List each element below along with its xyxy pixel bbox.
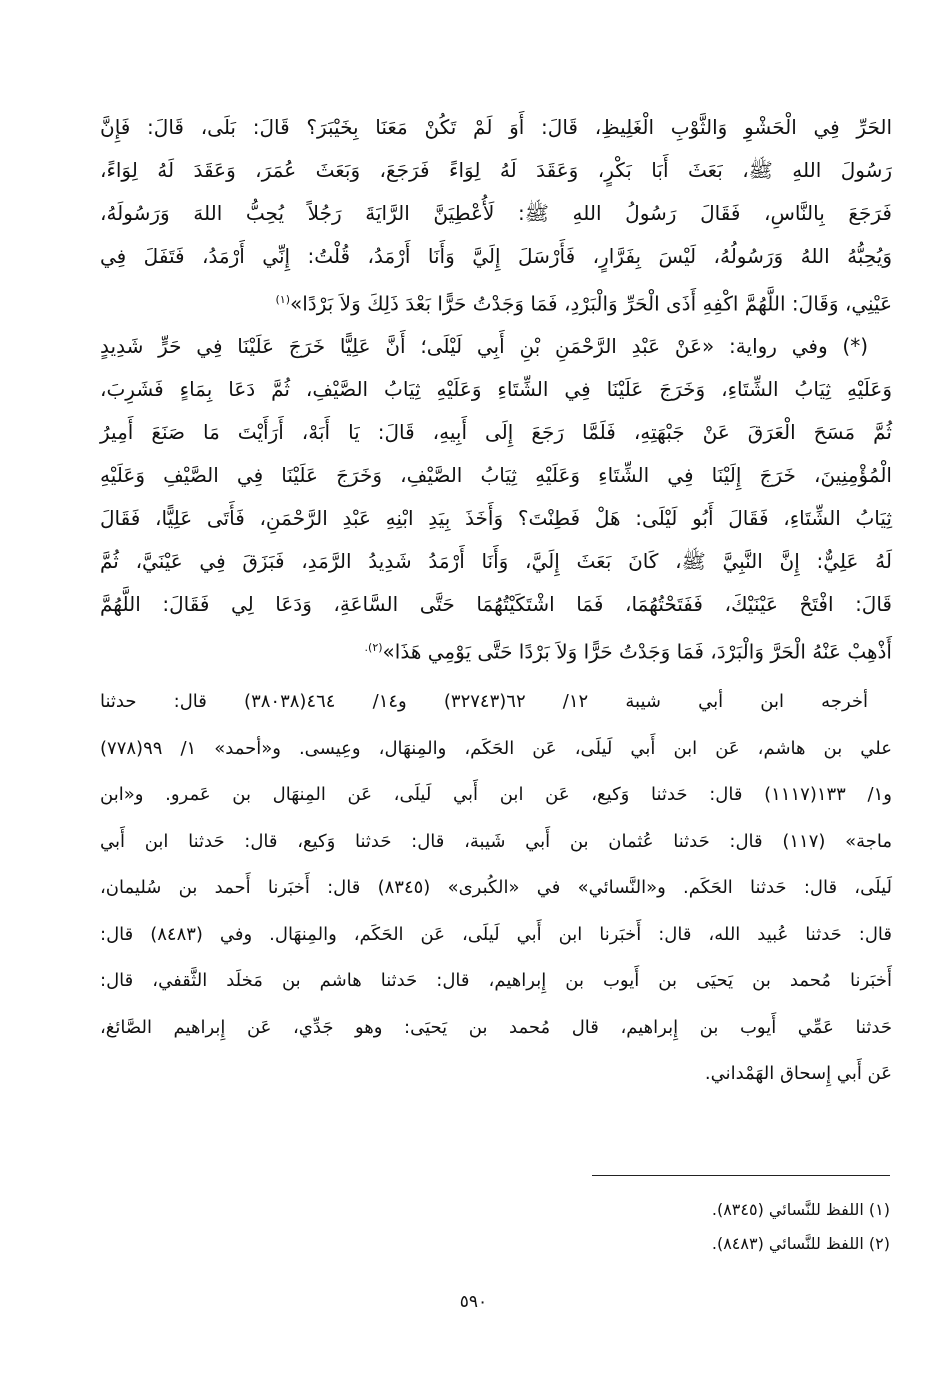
text-line bbox=[100, 411, 892, 454]
line-text: عَيْنِي، وَقَالَ: اللَّهُمَّ اكْفِهِ أَذَى الْحَرِّ وَالْبَرْدِ، فَمَا وَجَدْتُ حَرًّا بَعْدَ ذَلِكَ وَلاَ بَرْدًا» bbox=[290, 291, 892, 316]
footnote-reference: (١) bbox=[275, 293, 291, 306]
text-line bbox=[100, 819, 892, 866]
page-body bbox=[100, 106, 892, 1098]
footnote-divider bbox=[592, 1175, 890, 1176]
text-line bbox=[100, 679, 892, 726]
footnotes bbox=[712, 1193, 890, 1261]
text-line bbox=[100, 149, 892, 192]
footnote-1: (١) اللفظ للنَّسائي (٨٣٤٥). bbox=[711, 1200, 890, 1219]
text-line bbox=[100, 726, 892, 773]
line-text: عَن أَبي إِسحاق الهَمْداني. bbox=[704, 1063, 892, 1084]
narration-paragraph bbox=[100, 325, 892, 669]
line-text: رَسُولَ اللهِ ﷺ، بَعَثَ أَبَا بَكْرٍ، وَعَقَدَ لَهُ لِوَاءً فَرَجَعَ، وَبَعَثَ عُمَرَ، وَعَقَدَ لَهُ لِوَاءً، bbox=[100, 158, 892, 182]
line-text: الحَرِّ فِي الْحَشْوِ وَالثَّوْبِ الْغَلِيظِ، قَالَ: أَوَ لَمْ تَكُنْ مَعَنَا بِخَيْبَرَ؟ قَالَ: بَلَى، قَالَ: فَإِنَّ bbox=[100, 115, 892, 139]
line-text: وَعَلَيْهِ ثِيَابُ الشِّتَاءِ، وَخَرَجَ عَلَيْنَا فِي الشِّتَاءِ وَعَلَيْهِ ثِيَابُ الصَّيْفِ، ثُمَّ دَعَا بِمَاءٍ فَشَرِبَ، bbox=[100, 377, 892, 401]
text-line bbox=[100, 368, 892, 411]
text-line bbox=[100, 235, 892, 278]
line-text: حَدثنا عَمِّي أَيوب بن إِبراهيم، قال مُحمد بن يَحيَى: وهو جَدِّي، عَن إِبراهيم الصَّائغ، bbox=[100, 1016, 892, 1038]
line-text: و١/ ١٣٣(١١١٧) قال: حَدثنا وَكيع، عَن ابن أَبي لَيلَى، عَن المِنهَال بن عَمرو. و«ابن bbox=[100, 784, 892, 805]
line-text: أَخبَرنا مُحمد بن يَحيَى بن أَيوب بن إِبراهيم، قال: حَدثنا هاشم بن مَخلَد الثَّقفي، قال: bbox=[100, 970, 892, 991]
text-line bbox=[100, 958, 892, 1005]
text-line bbox=[100, 278, 892, 321]
text-line bbox=[100, 772, 892, 819]
text-line bbox=[100, 325, 892, 368]
line-text: قَالَ: افْتَحْ عَيْنَيْكَ، فَفَتَحْتُهُمَا، فَمَا اشْتَكَيْتُهُمَا حَتَّى السَّاعَةِ، وَدَعَا لِي فَقَالَ: اللَّهُمَّ bbox=[100, 592, 892, 616]
line-text: ثُمَّ مَسَحَ الْعَرَقَ عَنْ جَبْهَتِهِ، فَلَمَّا رَجَعَ إِلَى أَبِيهِ، قَالَ: يَا أَبَهْ، أَرَأَيْتَ مَا صَنَعَ أَمِيرُ bbox=[100, 420, 892, 444]
text-line bbox=[100, 865, 892, 912]
text-line bbox=[100, 1051, 892, 1098]
line-text: وَيُحِبُّهُ اللهُ وَرَسُولُهُ، لَيْسَ بِفَرَّارٍ، فَأَرْسَلَ إِلَيَّ وَأَنَا أَرْمَدُ، قُلْتُ: إِنِّي أَرْمَدُ، فَتَفَلَ فِي bbox=[100, 244, 892, 268]
citation-paragraph bbox=[100, 679, 892, 1098]
line-text: لَيلَى، قال: حَدثنا الحَكَم. و«النَّسائي» في «الكُبرى» (٨٣٤٥) قال: أَخبَرنا أَحمد بن سُليمان، bbox=[100, 877, 892, 898]
footnote-reference: (٢). bbox=[364, 641, 383, 654]
line-text: فَرَجَعَ بِالنَّاسِ، فَقَالَ رَسُولُ اللهِ ﷺ: لَأُعْطِيَنَّ الرَّايَةَ رَجُلاً يُحِبُّ اللهَ وَرَسُولَهُ، bbox=[100, 201, 892, 225]
text-line bbox=[100, 106, 892, 149]
line-text: أَذْهِبْ عَنْهُ الْحَرَّ وَالْبَرْدَ، فَمَا وَجَدْتُ حَرًّا وَلاَ بَرْدًا حَتَّى يَوْمِي هَذَا» bbox=[382, 639, 892, 664]
line-text: الْمُؤْمِنِينَ، خَرَجَ إِلَيْنَا فِي الشِّتَاءِ وَعَلَيْهِ ثِيَابُ الصَّيْفِ، وَخَرَجَ عَلَيْنَا فِي الصَّيْفِ وَعَلَيْهِ bbox=[100, 463, 892, 487]
text-line bbox=[100, 497, 892, 540]
page-number: ٥٩٠ bbox=[459, 1292, 488, 1312]
line-text: علي بن هاشم، عَن ابن أَبي لَيلَى، عَن الحَكَم، والمِنهَال، وعِيسى. و«أحمد» ١/ ٩٩(٧٧٨) bbox=[100, 737, 892, 759]
line-text: أخرجه ابن أبي شيبة ١٢/ ٦٢(٣٢٧٤٣) و١٤/ ٤٦٤(٣٨٠٣٨) قال: حدثنا bbox=[100, 691, 869, 712]
text-line bbox=[100, 1005, 892, 1052]
line-text: ماجة» (١١٧) قال: حَدثنا عُثمان بن أَبي شَيبة، قال: حَدثنا وَكيع، قال: حَدثنا ابن أَبي bbox=[100, 830, 892, 852]
text-line bbox=[100, 540, 892, 583]
text-line bbox=[100, 583, 892, 626]
line-text: لَهُ عَلِيٌّ: إِنَّ النَّبِيَّ ﷺ، كَانَ بَعَثَ إِلَيَّ، وَأَنَا أَرْمَدُ شَدِيدُ الرَّمَدِ، فَبَزَقَ فِي عَيْنَيَّ، ثُمَّ bbox=[100, 549, 892, 573]
text-line bbox=[100, 192, 892, 235]
line-text: ثِيَابُ الشِّتَاءِ، فَقَالَ أَبُو لَيْلَى: هَلْ فَطِنْتَ؟ وَأَخَذَ بِيَدِ ابْنِهِ عَبْدِ الرَّحْمَنِ، فَأَتَى عَلِيًّا، فَقَالَ bbox=[100, 506, 892, 530]
footnote-2: (٢) اللفظ للنَّسائي (٨٤٨٣). bbox=[711, 1234, 890, 1253]
text-line bbox=[100, 626, 892, 669]
line-text: قال: حَدثنا عُبيد الله، قال: أَخبَرنا ابن أَبي لَيلَى، عَن الحَكَم، والمِنهَال. وفي (٨٤٨٣) قال: bbox=[100, 923, 892, 945]
text-line bbox=[100, 454, 892, 497]
line-text: (*) وفي رواية: «عَنْ عَبْدِ الرَّحْمَنِ بْنِ أَبِي لَيْلَى؛ أَنَّ عَلِيًّا خَرَجَ عَلَيْنَا فِي حَرٍّ شَدِيدٍ bbox=[100, 334, 868, 358]
text-line bbox=[100, 912, 892, 959]
hadith-paragraph bbox=[100, 106, 892, 321]
